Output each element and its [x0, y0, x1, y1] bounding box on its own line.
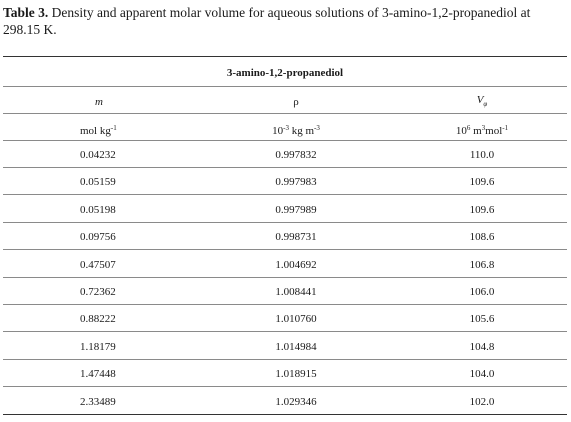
header-rho: ρ	[293, 96, 299, 108]
cell-v: 110.0	[469, 149, 495, 161]
header-rule	[3, 113, 567, 114]
unit-rho-pre-exp: -3	[283, 124, 289, 132]
section-title: 3-amino-1,2-propanediol	[226, 67, 344, 79]
cell-rho: 1.014984	[275, 340, 317, 353]
row-rule	[3, 359, 567, 360]
cell-v: 109.6	[469, 203, 495, 216]
caption-text: Density and apparent molar volume for aqueous solutions of 3-amino-1,2-propanediol at 298.15 K.	[3, 5, 531, 37]
header-m: m	[95, 96, 103, 108]
unit-m	[80, 122, 160, 138]
cell-rho: 0.997983	[275, 176, 317, 189]
cell-m: 0.05159	[80, 176, 116, 189]
row-rule	[3, 249, 567, 250]
cell-v: 102.0	[469, 395, 495, 408]
row-rule	[3, 304, 567, 305]
unit-rho-mid: kg m	[288, 125, 315, 137]
unit-rho-pre: 10	[272, 125, 284, 137]
bottom-rule	[3, 414, 567, 415]
header-v-phi	[422, 94, 542, 111]
section-rule	[3, 86, 567, 87]
cell-v: 104.8	[469, 340, 495, 353]
header-v-symbol: V	[476, 94, 484, 106]
cell-m: 0.09756	[80, 231, 116, 244]
unit-v-pre-exp: 6	[466, 124, 471, 132]
cell-v: 108.6	[469, 231, 495, 244]
cell-v: 104.0	[469, 368, 495, 381]
cell-m: 0.72362	[80, 286, 116, 298]
cell-m: 0.47507	[80, 258, 116, 271]
unit-v-mid: m	[470, 125, 482, 137]
row-rule	[3, 331, 567, 332]
cell-m: 1.47448	[80, 368, 116, 381]
unit-v-pre: 10	[455, 125, 467, 137]
cell-rho: 1.004692	[275, 258, 317, 271]
unit-v-mid-exp: 3	[481, 124, 486, 132]
row-rule	[3, 222, 567, 223]
cell-m: 0.88222	[80, 313, 116, 326]
unit-m-exp: -1	[110, 124, 117, 132]
cell-m: 0.05198	[80, 203, 116, 216]
cell-rho: 1.018915	[275, 368, 317, 381]
unit-rho-mid-exp: -3	[314, 124, 320, 132]
row-rule	[3, 277, 567, 278]
unit-m-base: mol kg	[80, 125, 111, 137]
unit-v-post-exp: -1	[502, 124, 509, 132]
cell-m: 2.33489	[80, 395, 116, 408]
cell-rho: 1.029346	[275, 395, 317, 408]
cell-rho: 1.008441	[275, 286, 317, 298]
cell-v: 106.0	[469, 286, 495, 298]
row-rule	[3, 194, 567, 195]
cell-rho: 1.010760	[275, 313, 317, 326]
unit-v	[422, 122, 542, 138]
caption-label: Table 3.	[3, 5, 49, 20]
cell-rho: 0.997989	[275, 203, 317, 216]
unit-rho	[236, 122, 356, 138]
cell-v: 105.6	[469, 313, 495, 326]
header-phi-subscript: φ	[483, 100, 488, 108]
cell-rho: 0.997832	[275, 149, 317, 161]
cell-v: 109.6	[469, 176, 495, 189]
table-caption	[3, 4, 569, 38]
cell-v: 106.8	[469, 258, 495, 271]
unit-v-post: mol	[485, 125, 503, 137]
units-rule	[3, 140, 567, 141]
cell-m: 1.18179	[80, 340, 116, 353]
cell-m: 0.04232	[80, 149, 116, 161]
row-rule	[3, 167, 567, 168]
top-rule	[3, 56, 567, 57]
cell-rho: 0.998731	[275, 231, 317, 244]
row-rule	[3, 386, 567, 387]
